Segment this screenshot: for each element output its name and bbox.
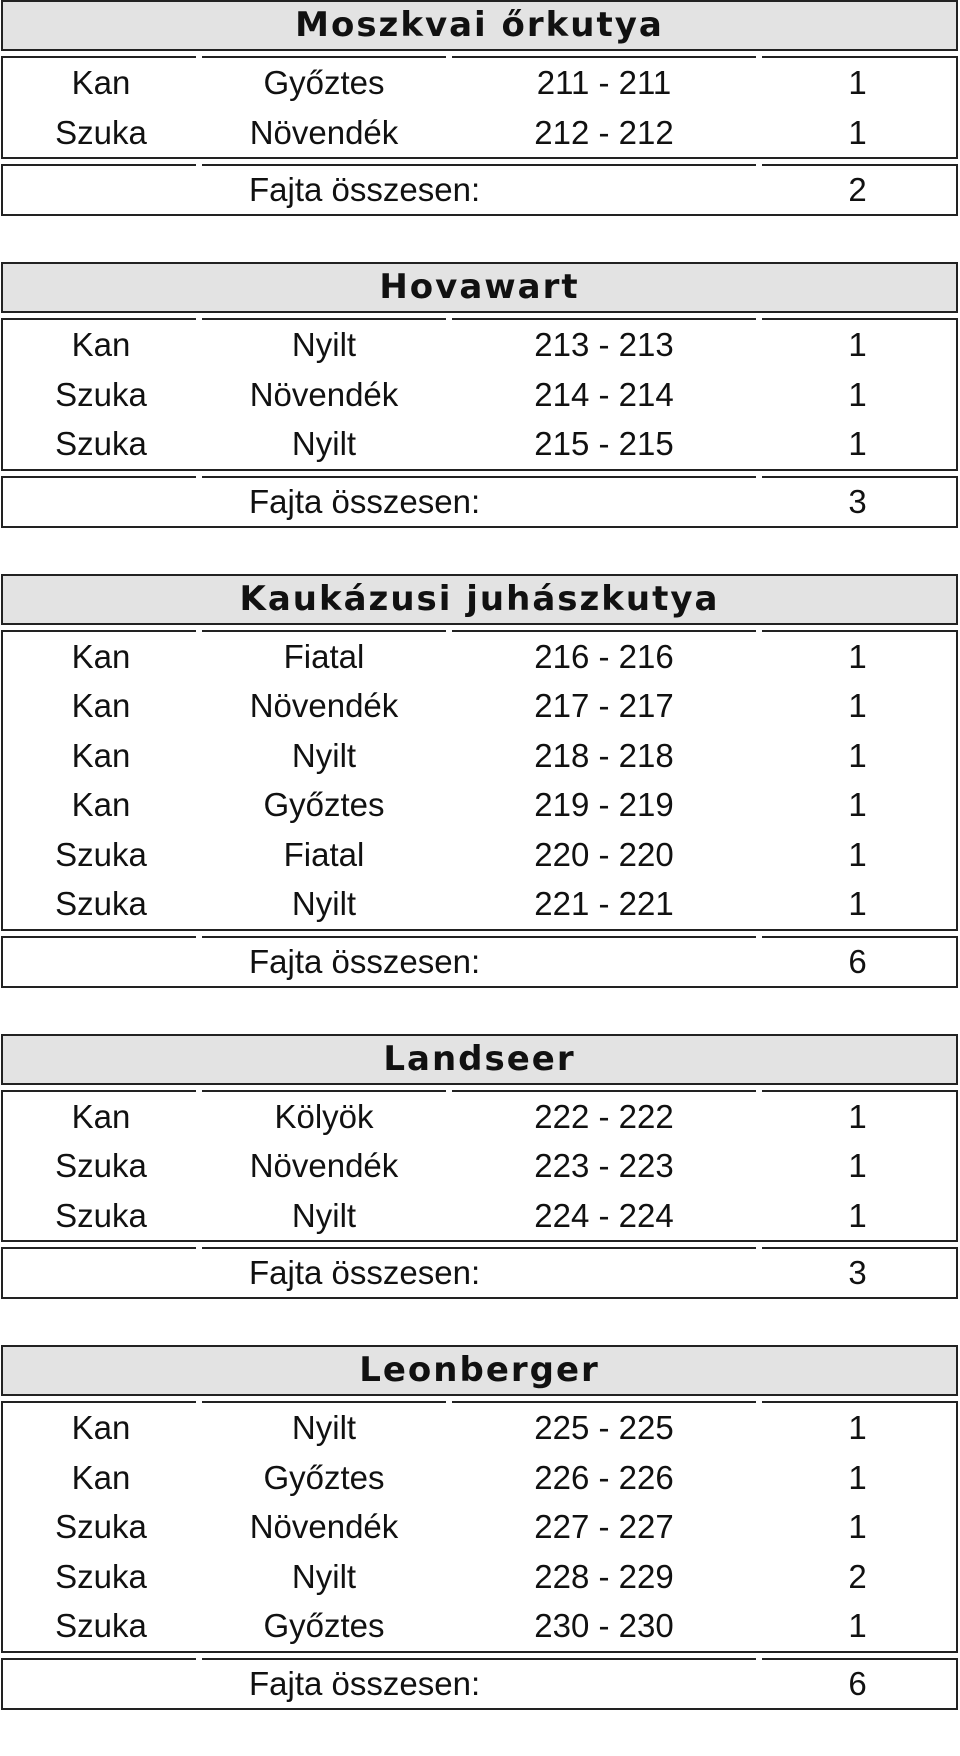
class-cell: Fiatal	[283, 637, 365, 675]
table-row	[3, 632, 956, 682]
breed-name: Leonberger	[1, 1345, 958, 1396]
count-cell: 1	[848, 375, 867, 413]
total-label: Fajta összesen:	[249, 482, 481, 520]
count-cell: 1	[848, 1508, 867, 1545]
class-cell: Nyilt	[291, 425, 357, 462]
sex-cell: Kan	[71, 64, 131, 101]
sex-cell: Kan	[71, 637, 131, 675]
catalog-range-cell: 218 - 218	[534, 736, 674, 774]
catalog-range-cell: 222 - 222	[534, 1097, 674, 1135]
column-separator	[446, 54, 452, 61]
table-row	[3, 1141, 956, 1191]
sex-cell: Szuka	[55, 1196, 147, 1234]
column-separator	[196, 1245, 202, 1252]
count-cell: 1	[848, 637, 867, 675]
column-separator	[446, 1088, 452, 1095]
table-row	[3, 108, 956, 158]
column-separator	[756, 316, 762, 323]
class-cell: Győztes	[263, 786, 385, 823]
catalog-range-cell: 226 - 226	[534, 1458, 674, 1496]
count-cell: 1	[848, 425, 867, 462]
catalog-range-cell: 227 - 227	[534, 1508, 674, 1545]
column-separator	[196, 628, 202, 635]
column-separator	[756, 162, 762, 169]
sex-cell: Szuka	[55, 1508, 147, 1545]
count-cell: 1	[848, 1409, 867, 1446]
breed-total-row	[1, 476, 958, 528]
count-cell: 1	[848, 1607, 867, 1644]
column-separator	[196, 54, 202, 61]
catalog-range-cell: 219 - 219	[534, 786, 674, 823]
catalog-range-cell: 212 - 212	[534, 113, 674, 151]
total-count: 2	[848, 171, 867, 208]
breed-total-row	[1, 1247, 958, 1299]
column-separator	[196, 474, 202, 481]
table-row	[3, 780, 956, 830]
class-cell: Fiatal	[283, 835, 365, 873]
total-count: 3	[848, 482, 867, 520]
total-count: 3	[848, 1254, 867, 1291]
sex-cell: Kan	[71, 1458, 131, 1496]
column-separator	[756, 474, 762, 481]
sex-cell: Kan	[71, 1409, 131, 1446]
catalog-range-cell: 221 - 221	[534, 885, 674, 922]
catalog-range-cell: 214 - 214	[534, 375, 674, 413]
sex-cell: Szuka	[55, 835, 147, 873]
column-separator	[446, 1399, 452, 1406]
count-cell: 1	[848, 736, 867, 774]
table-row	[3, 419, 956, 469]
breed-total-row	[1, 1658, 958, 1710]
total-label: Fajta összesen:	[249, 942, 481, 980]
table-row	[3, 1453, 956, 1503]
table-row	[3, 1502, 956, 1552]
sex-cell: Szuka	[55, 1147, 147, 1184]
count-cell: 1	[848, 1097, 867, 1135]
sex-cell: Kan	[71, 687, 131, 724]
class-cell: Nyilt	[291, 1196, 357, 1234]
class-cell: Növendék	[249, 1147, 399, 1184]
class-cell: Nyilt	[291, 326, 357, 363]
column-separator	[756, 54, 762, 61]
column-separator	[756, 934, 762, 941]
sex-cell: Szuka	[55, 375, 147, 413]
catalog-range-cell: 224 - 224	[534, 1196, 674, 1234]
breed-section	[0, 574, 960, 988]
column-separator	[196, 162, 202, 169]
total-label: Fajta összesen:	[249, 1664, 481, 1702]
count-cell: 1	[848, 835, 867, 873]
column-separator	[446, 628, 452, 635]
column-separator	[756, 1088, 762, 1095]
count-cell: 1	[848, 113, 867, 151]
total-count: 6	[848, 1664, 867, 1702]
catalog-range-cell: 213 - 213	[534, 326, 674, 363]
breed-section	[0, 262, 960, 528]
breed-name: Landseer	[1, 1034, 958, 1085]
class-cell: Győztes	[263, 1458, 385, 1496]
sex-cell: Szuka	[55, 1607, 147, 1644]
class-cell: Győztes	[263, 1607, 385, 1644]
column-separator	[756, 1399, 762, 1406]
count-cell: 2	[848, 1557, 867, 1595]
table-row	[3, 681, 956, 731]
class-cell: Nyilt	[291, 1409, 357, 1446]
sex-cell: Szuka	[55, 113, 147, 151]
sex-cell: Kan	[71, 326, 131, 363]
table-row	[3, 1601, 956, 1651]
total-label: Fajta összesen:	[249, 1254, 481, 1291]
table-row	[3, 370, 956, 420]
catalog-range-cell: 216 - 216	[534, 637, 674, 675]
breed-total-row	[1, 164, 958, 216]
class-cell: Nyilt	[291, 736, 357, 774]
sex-cell: Szuka	[55, 885, 147, 922]
breed-rows	[1, 318, 958, 471]
table-row	[3, 731, 956, 781]
breed-section	[0, 1034, 960, 1300]
table-row	[3, 1191, 956, 1241]
class-cell: Nyilt	[291, 885, 357, 922]
sex-cell: Szuka	[55, 1557, 147, 1595]
column-separator	[196, 1088, 202, 1095]
count-cell: 1	[848, 885, 867, 922]
table-row	[3, 1092, 956, 1142]
sex-cell: Kan	[71, 736, 131, 774]
column-separator	[756, 1245, 762, 1252]
column-separator	[196, 934, 202, 941]
sex-cell: Szuka	[55, 425, 147, 462]
breed-rows	[1, 1090, 958, 1243]
catalog-range-cell: 220 - 220	[534, 835, 674, 873]
total-count: 6	[848, 942, 867, 980]
catalog-range-cell: 211 - 211	[536, 64, 672, 101]
table-row	[3, 1403, 956, 1453]
count-cell: 1	[848, 786, 867, 823]
table-row	[3, 320, 956, 370]
class-cell: Növendék	[249, 687, 399, 724]
breed-name: Moszkvai őrkutya	[1, 0, 958, 51]
class-cell: Növendék	[249, 113, 399, 151]
catalog-range-cell: 228 - 229	[534, 1557, 674, 1595]
breed-rows	[1, 56, 958, 159]
count-cell: 1	[848, 1196, 867, 1234]
class-cell: Kölyök	[274, 1097, 374, 1135]
table-row	[3, 1552, 956, 1602]
count-cell: 1	[848, 64, 867, 101]
column-separator	[756, 1656, 762, 1663]
breed-name: Kaukázusi juhászkutya	[1, 574, 958, 625]
column-separator	[196, 316, 202, 323]
breed-name: Hovawart	[1, 262, 958, 313]
class-cell: Növendék	[249, 375, 399, 413]
count-cell: 1	[848, 326, 867, 363]
catalog-range-cell: 217 - 217	[534, 687, 674, 724]
catalog-range-cell: 225 - 225	[534, 1409, 674, 1446]
breed-total-row	[1, 936, 958, 988]
catalog-range-cell: 223 - 223	[534, 1147, 674, 1184]
column-separator	[196, 1656, 202, 1663]
table-row	[3, 879, 956, 929]
breed-rows	[1, 630, 958, 931]
catalog-range-cell: 230 - 230	[534, 1607, 674, 1644]
class-cell: Nyilt	[291, 1557, 357, 1595]
catalog-range-cell: 215 - 215	[534, 425, 674, 462]
table-row	[3, 58, 956, 108]
column-separator	[446, 316, 452, 323]
breed-rows	[1, 1401, 958, 1653]
class-cell: Győztes	[263, 64, 385, 101]
column-separator	[756, 628, 762, 635]
column-separator	[196, 1399, 202, 1406]
count-cell: 1	[848, 1147, 867, 1184]
breed-section	[0, 0, 960, 216]
sex-cell: Kan	[71, 1097, 131, 1135]
count-cell: 1	[848, 1458, 867, 1496]
total-label: Fajta összesen:	[249, 171, 481, 208]
table-row	[3, 830, 956, 880]
count-cell: 1	[848, 687, 867, 724]
sex-cell: Kan	[71, 786, 131, 823]
class-cell: Növendék	[249, 1508, 399, 1545]
breed-section	[0, 1345, 960, 1710]
